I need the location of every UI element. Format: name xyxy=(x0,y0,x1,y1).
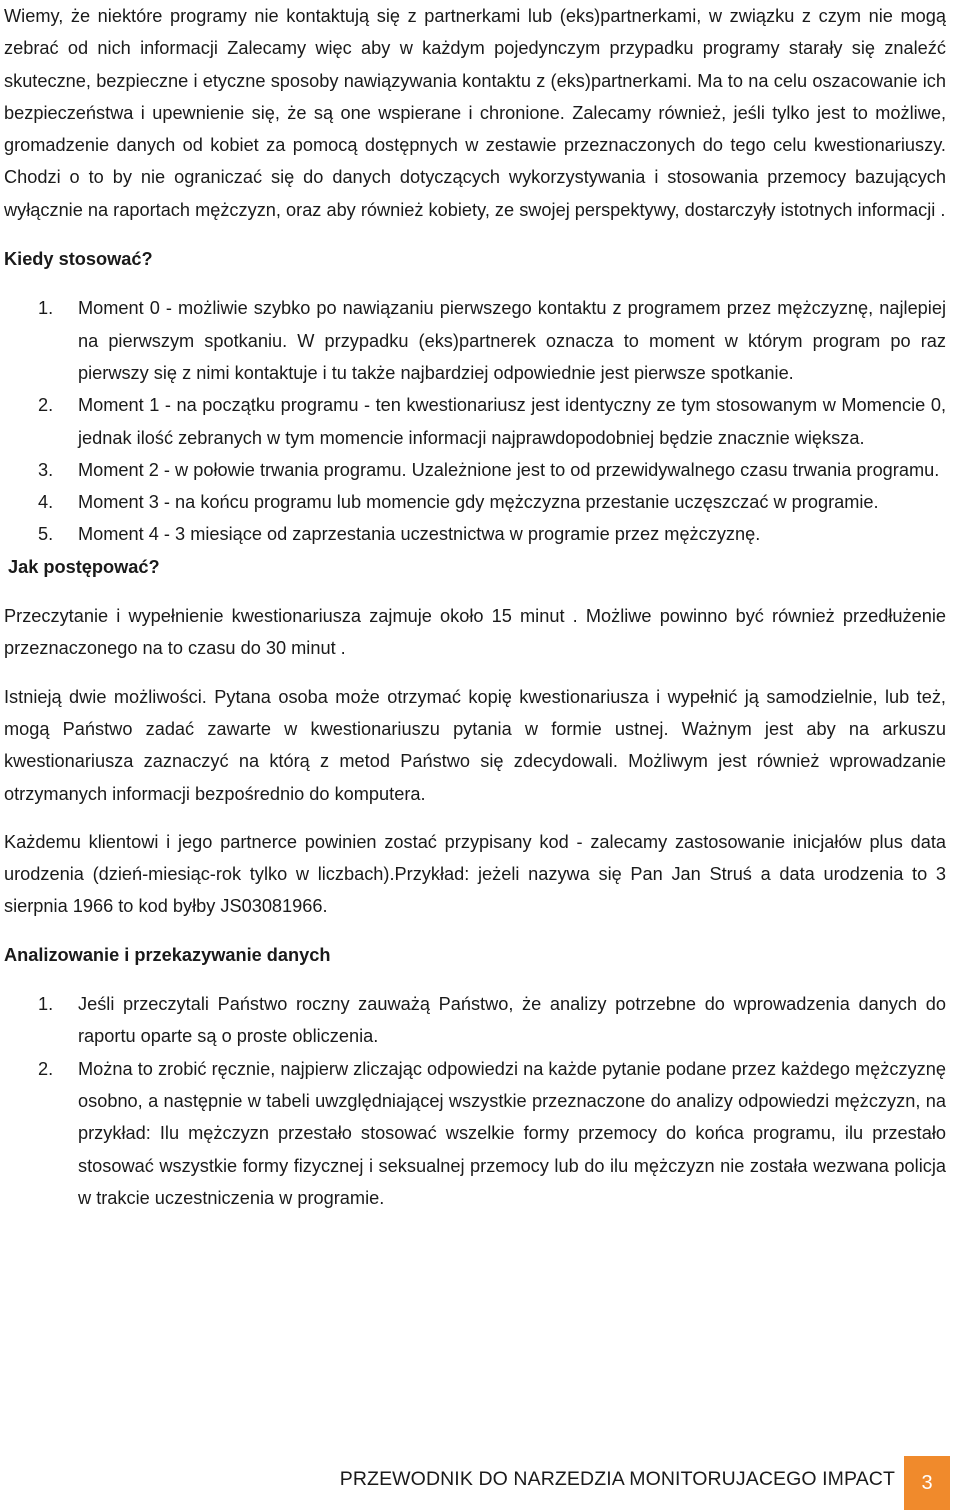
how-paragraph-time: Przeczytanie i wypełnienie kwestionariusza zajmuje około 15 minut . Możliwe powinno być również przedłużenie przeznaczonego na to czasu do 30 minut . xyxy=(4,606,946,659)
list-text: Moment 1 - na początku programu - ten kwestionariusz jest identyczny ze tym stosowanym w Momencie 0, jednak ilość zebranych w tym momencie informacji najprawdopodobniej będzie znacznie większa. xyxy=(78,395,946,448)
list-number: 5. xyxy=(38,524,54,545)
list-item xyxy=(4,486,946,518)
analysis-list xyxy=(4,988,946,1214)
list-text: Moment 0 - możliwie szybko po nawiązaniu pierwszego kontaktu z programem przez mężczyznę, najlepiej na pierwszym spotkaniu. W przypadku (eks)partnerek oznacza to moment w którym program po raz pierwszy się z nimi kontaktuje i tu także najbardziej odpowiednie jest pierwsze spotkanie. xyxy=(78,298,946,383)
list-item xyxy=(4,1053,946,1214)
list-item xyxy=(4,292,946,389)
list-item xyxy=(4,454,946,486)
list-number: 1. xyxy=(38,298,54,319)
section-heading-analysis: Analizowanie i przekazywanie danych xyxy=(4,944,331,965)
list-text: Moment 4 - 3 miesiące od zaprzestania uczestnictwa w programie przez mężczyznę. xyxy=(78,524,761,545)
intro-paragraph: Wiemy, że niektóre programy nie kontaktują się z partnerkami lub (eks)partnerkami, w związku z czym nie mogą zebrać od nich informacji Zalecamy więc aby w każdym pojedynczym przypadku programy starały się znaleźć skuteczne, bezpieczne i etyczne sposoby nawiązywania kontaktu z (eks)partnerkami. Ma to na celu oszacowanie ich bezpieczeństwa i upewnienie się, że są one wspierane i chronione. Zalecamy również, jeśli tylko jest to możliwe, gromadzenie danych od kobiet za pomocą dostępnych w zestawie przeznaczonych do tego celu kwestionariuszy. Chodzi o to by nie ograniczać się do danych dotyczących wykorzystywania i stosowania przemocy bazujących wyłącznie na raportach mężczyzn, oraz aby również kobiety, ze swojej perspektywy, dostarczyły istotnych informacji . xyxy=(4,6,946,220)
list-text: Moment 3 - na końcu programu lub momencie gdy mężczyzna przestanie uczęszczać w programie. xyxy=(78,492,879,513)
list-item xyxy=(4,988,946,1053)
document-page xyxy=(4,0,946,1214)
list-text: Można to zrobić ręcznie, najpierw zliczając odpowiedzi na każde pytanie podane przez każdego mężczyznę osobno, a następnie w tabeli uwzględniającej wszystkie przeznaczone do analizy odpowiedzi mężczyzn, na przykład: Ilu mężczyzn przestało stosować wszelkie formy przemocy do końca programu, ilu przestało stosować wszystkie formy fizycznej i seksualnej przemocy lub do ilu mężczyzn nie została wezwana policja w trakcie uczestniczenia w programie. xyxy=(78,1058,946,1208)
when-list xyxy=(4,292,946,550)
list-text: Jeśli przeczytali Państwo roczny zauważą Państwo, że analizy potrzebne do wprowadzenia danych do raportu oparte są o proste obliczenia. xyxy=(78,994,946,1047)
list-number: 2. xyxy=(38,1058,54,1079)
section-heading-how: Jak postępować? xyxy=(8,556,160,577)
page-number: 3 xyxy=(921,1471,933,1494)
how-paragraph-methods: Istnieją dwie możliwości. Pytana osoba może otrzymać kopię kwestionariusza i wypełnić ją samodzielnie, lub też, mogą Państwo zadać zawarte w kwestionariuszu pytania w formie ustnej. Ważnym jest aby na arkuszu kwestionariusza zaznaczyć na którą z metod Państwo się zdecydowali. Możliwym jest również wprowadzanie otrzymanych informacji bezpośrednio do komputera. xyxy=(4,686,946,804)
list-item xyxy=(4,518,946,550)
list-number: 4. xyxy=(38,492,54,513)
section-heading-when: Kiedy stosować? xyxy=(4,249,153,270)
list-number: 2. xyxy=(38,395,54,416)
how-paragraph-code: Każdemu klientowi i jego partnerce powinien zostać przypisany kod - zalecamy zastosowanie inicjałów plus data urodzenia (dzień-miesiąc-rok tylko w liczbach).Przykład: jeżeli nazywa się Pan Jan Struś a data urodzenia to 3 sierpnia 1966 to kod byłby JS03081966. xyxy=(4,831,946,917)
list-item xyxy=(4,389,946,454)
list-text: Moment 2 - w połowie trwania programu. Uzależnione jest to od przewidywalnego czasu trwania programu. xyxy=(78,459,940,480)
page-footer xyxy=(0,1456,960,1510)
page-number-badge xyxy=(904,1456,950,1510)
list-number: 1. xyxy=(38,994,54,1015)
list-number: 3. xyxy=(38,459,54,480)
footer-title: PRZEWODNIK DO NARZEDZIA MONITORUJACEGO IMPACT xyxy=(339,1468,895,1490)
